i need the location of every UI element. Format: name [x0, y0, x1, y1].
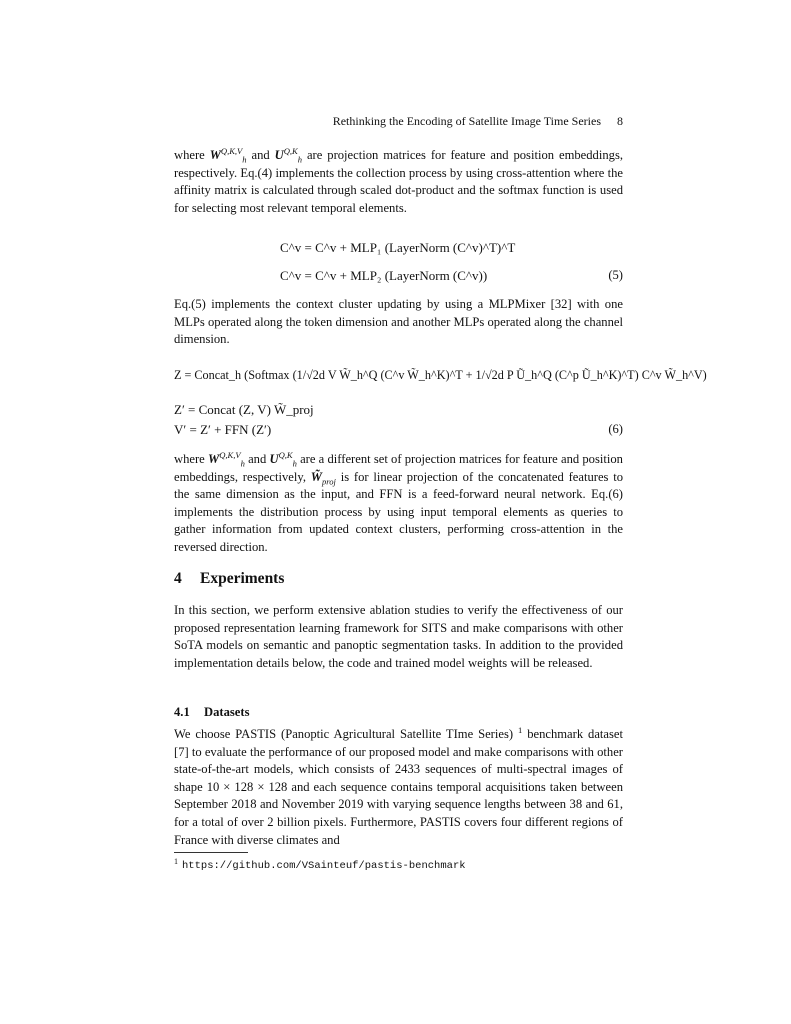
subsection-number: 4.1: [174, 705, 190, 719]
para3-lead: where: [174, 452, 205, 466]
paragraph-projection-matrices: [174, 147, 623, 217]
footnote-mark: 1: [174, 857, 178, 866]
wproj-symbol: W̃: [310, 469, 322, 484]
u-superscript: Q,K: [283, 145, 298, 156]
running-header: [174, 114, 623, 129]
w-subscript: h: [242, 154, 247, 165]
u-symbol: U: [274, 148, 284, 162]
eq6-line2: Z′ = Concat (Z, V) W̃_proj: [174, 402, 314, 417]
section-number: 4: [174, 570, 182, 587]
footnote-marker[interactable]: 1: [517, 724, 523, 735]
para5-text-b: benchmark dataset [7] to evaluate the performance of our proposed model and make comparisons with other state-of-the-art models, which consists of 2433 sequences of multi-spectral images of shape 10 × 128 × 128 and each sequence contains temporal acquisitions taken between September 2018 and November 2019 with varying sequence lengths between 38 and 61, for a total of over 2 billion pixels. Furthermore, PASTIS covers four different regions of France with diverse climates and: [174, 727, 624, 847]
para3-text-b: is for linear projection of the concatenated features to the same dimension as the input, and FFN is a feed-forward neural network. Eq.(6) implements the distribution process by using input temporal elements as queries to gather information from updated context clusters, performing cross-attention in the reversed direction.: [174, 469, 624, 554]
u-tilde-subscript: h: [292, 458, 297, 469]
u-subscript: h: [297, 154, 303, 165]
eq5-line1: C^v = C^v + MLP₁ (LayerNorm (C^v)^T)^T: [280, 240, 516, 255]
footnote-rule: [174, 852, 248, 853]
wproj-subscript: proj: [321, 476, 336, 487]
paragraph-mlpmixer: Eq.(5) implements the context cluster updating by using a MLPMixer [32] with one MLPs operated along the token dimension and another MLPs operated along the channel dimension.: [174, 297, 623, 347]
u-tilde-symbol: U: [269, 452, 279, 466]
w-tilde-subscript: h: [240, 458, 245, 469]
page-number: 8: [617, 114, 623, 128]
eq6-line1: Z = Concat_h (Softmax (1/√2d V W̃_h^Q (C^v W̃_h^K)^T + 1/√2d P Ũ_h^Q (C^p Ũ_h^K)^T) C^v W̃_h^V): [174, 368, 707, 382]
w-tilde-symbol: W: [207, 452, 220, 466]
paragraph-experiments-intro: In this section, we perform extensive ablation studies to verify the effectiveness of our proposed representation learning framework for SITS and make comparisons with other SoTA models on semantic and panoptic segmentation tasks. In addition to the provided implementation details below, the code and trained model weights will be released.: [174, 603, 623, 670]
w-symbol: W: [209, 148, 221, 162]
para5-text-a: We choose PASTIS (Panoptic Agricultural Satellite TIme Series): [174, 727, 514, 741]
eq6-number: (6): [608, 422, 623, 436]
footnote: [174, 857, 466, 872]
subsection-heading: [174, 705, 249, 720]
paragraph-distribution: [174, 451, 623, 557]
para3-text-a: are a different set of projection matrices for feature and position embeddings, respectively,: [174, 452, 623, 484]
w-superscript: Q,K,V: [220, 145, 243, 156]
equation-6: [174, 360, 707, 442]
para3-and: and: [248, 452, 267, 466]
para1-and: and: [251, 148, 270, 162]
section-title: Experiments: [200, 570, 285, 587]
paragraph-datasets: [174, 726, 623, 849]
equation-5: [174, 236, 623, 292]
para1-text: are projection matrices for feature and position embeddings, respectively. Eq.(4) implements the collection process by using cross-attention where the affinity matrix is calculated through scaled dot-product and the softmax function is used for selecting most relevant temporal elements.: [174, 148, 623, 215]
w-tilde-superscript: Q,K,V: [219, 449, 241, 460]
eq5-number: (5): [608, 268, 623, 282]
u-tilde-superscript: Q,K: [278, 449, 293, 460]
para1-lead: where: [174, 148, 205, 162]
running-title: Rethinking the Encoding of Satellite Image Time Series: [332, 114, 601, 128]
subsection-title: Datasets: [204, 705, 250, 719]
eq6-line3: V′ = Z′ + FFN (Z′): [174, 422, 272, 437]
eq5-line2: C^v = C^v + MLP₂ (LayerNorm (C^v)): [280, 268, 488, 283]
footnote-url-link[interactable]: https://github.com/VSainteuf/pastis-benchmark: [182, 860, 466, 872]
section-heading: [174, 570, 284, 588]
